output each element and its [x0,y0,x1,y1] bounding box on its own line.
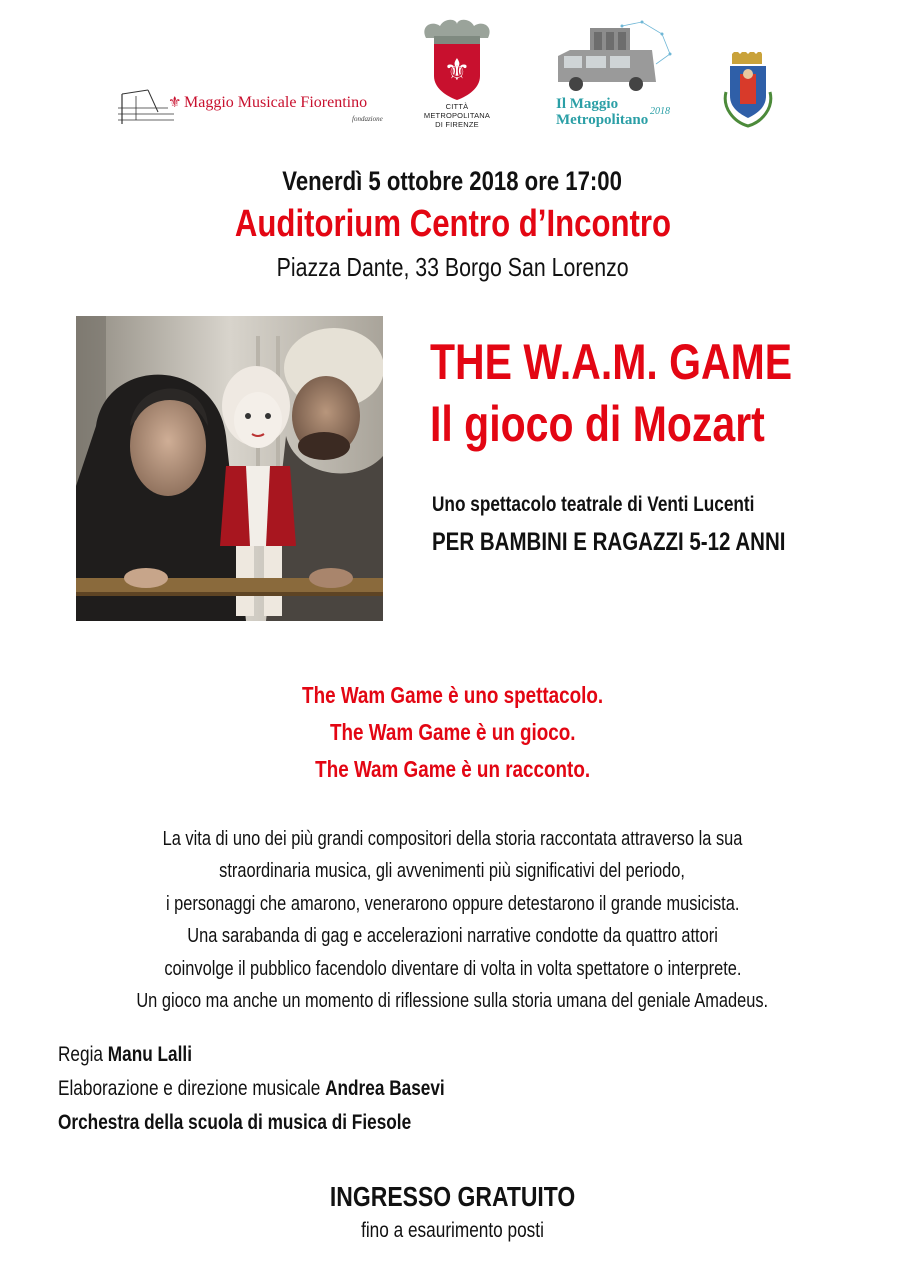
credit-regia [58,1043,878,1077]
venue-address: Piazza Dante, 33 Borgo San Lorenzo [276,252,629,282]
credit-regia-name: Manu Lalli [107,1043,192,1066]
maggio-musicale-name: Maggio Musicale Fiorentino [184,94,368,111]
maggio-metropolitano-logo [552,20,682,132]
maggio-metropolitano-year: 2018 [650,106,670,117]
tagline-line: The Wam Game è uno spettacolo. [301,682,604,708]
show-title-line2: Il gioco di Mozart [430,396,765,452]
maggio-metropolitano-label: Il Maggio Metropolitano [556,96,649,128]
citta-metropolitana-logo [412,18,502,128]
van-constellation-icon [552,20,677,100]
tagline-line: The Wam Game è un gioco. [329,719,576,745]
show-audience: PER BAMBINI E RAGAZZI 5-12 ANNI [432,528,786,556]
description-line: straordinaria musica, gli avvenimenti più significativi del periodo, [219,860,686,883]
maggio-musicale-fiorentino-logo [118,84,383,129]
credit-orchestra: Orchestra della scuola di musica di Fiesole [58,1111,412,1134]
credit-regia-label: Regia [58,1043,103,1066]
description-line: Una sarabanda di gag e accelerazioni narrative condotte da quattro attori [187,925,718,948]
show-photo [76,316,383,621]
show-title-line1: THE W.A.M. GAME [430,334,793,390]
tagline-line: The Wam Game è un racconto. [315,756,590,782]
event-date-time: Venerdì 5 ottobre 2018 ore 17:00 [282,166,623,196]
venue-name: Auditorium Centro d’Incontro [234,203,671,245]
entry-note: fino a esaurimento posti [361,1219,544,1242]
florence-crest-icon [420,18,494,100]
description-line: Un gioco ma anche un momento di riflessione sulla storia umana del geniale Amadeus. [136,989,769,1012]
credit-music-name: Andrea Basevi [325,1077,445,1100]
description-line: La vita di uno dei più grandi compositori della storia raccontata attraverso la sua [162,828,743,850]
description-line: coinvolge il pubblico facendolo diventare di volta in volta spettatore o interprete. [163,957,742,980]
description [0,828,905,1022]
credit-music [58,1077,878,1111]
description-line: i personaggi che amarono, venerarono oppure detestarono il grande musicista. [165,892,740,915]
credit-music-label: Elaborazione e direzione musicale [58,1077,321,1100]
maggio-musicale-sub: fondazione [352,115,383,123]
borgo-san-lorenzo-crest-icon [720,52,776,134]
credits [58,1043,878,1145]
svg-text:⚜: ⚜ [443,53,471,88]
tagline [0,682,905,793]
show-subtitle: Uno spettacolo teatrale di Venti Lucenti [432,493,755,516]
entry-label: INGRESSO GRATUITO [329,1181,576,1212]
citta-metropolitana-label: CITTÀ METROPOLITANA DI FIRENZE [423,102,491,129]
fleur-de-lis-icon: ⚜ [168,94,182,111]
